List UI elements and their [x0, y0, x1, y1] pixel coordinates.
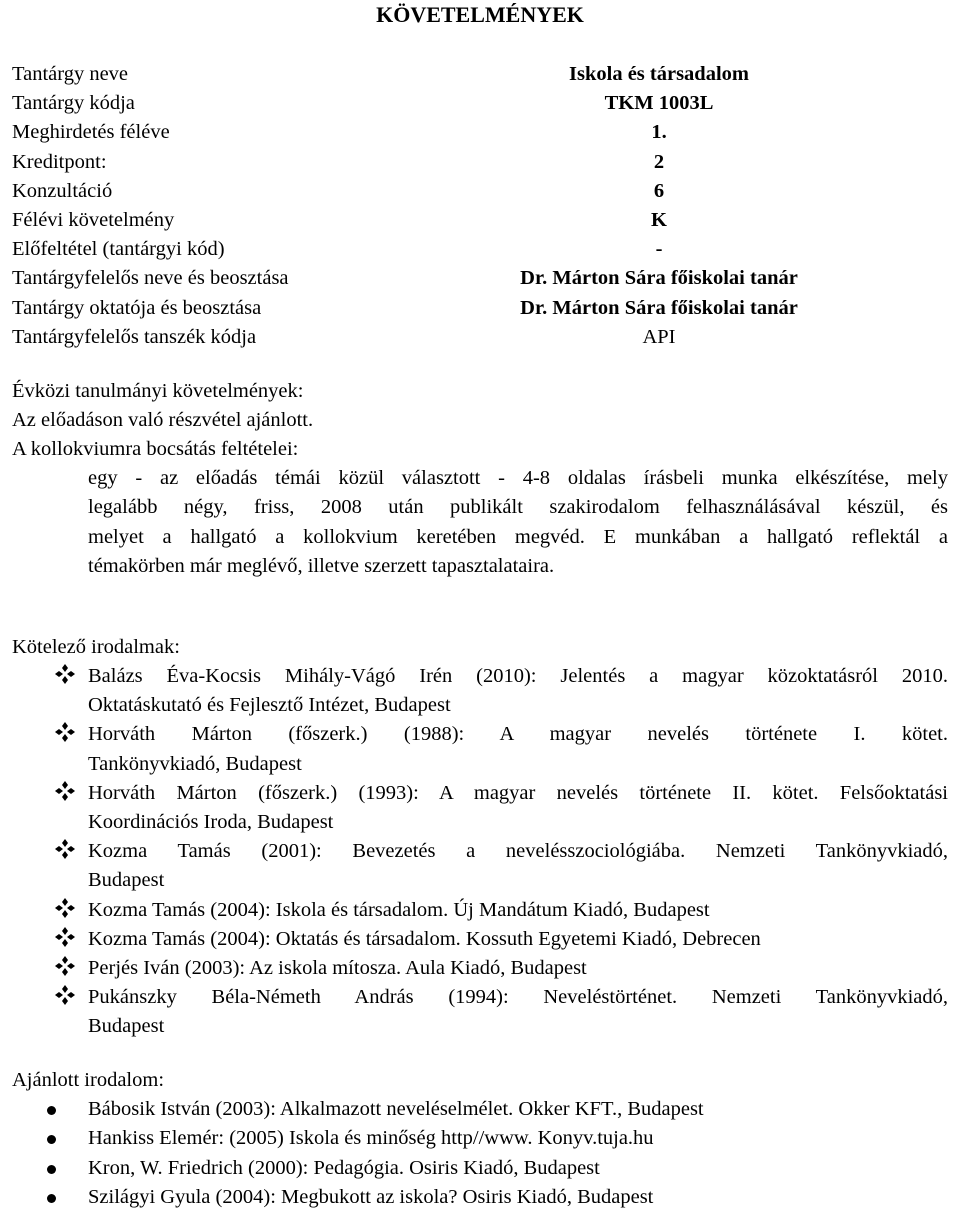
recommended-literature-item [58, 1154, 948, 1183]
requirements-heading: Évközi tanulmányi követelmények: [12, 380, 304, 402]
mandatory-literature-line: Koordinációs Iroda, Budapest [88, 811, 334, 834]
mandatory-literature-line: Budapest [88, 1015, 165, 1038]
course-info-row [12, 264, 952, 293]
mandatory-literature-line: Tankönyvkiadó, Budapest [88, 752, 302, 775]
recommended-literature-item [58, 1124, 948, 1153]
course-info-table [12, 60, 952, 352]
mandatory-literature-line: Balázs Éva-Kocsis Mihály-Vágó Irén (2010): Jelentés a magyar közoktatásról 2010. [88, 665, 948, 687]
diamond-bullet-icon [54, 984, 78, 1010]
mandatory-literature-item [58, 983, 948, 1041]
diamond-bullet-icon [54, 926, 78, 952]
recommended-literature-list [58, 1095, 948, 1212]
bullet-icon [47, 1194, 56, 1203]
mandatory-literature-line: Budapest [88, 869, 165, 892]
mandatory-literature-item [58, 837, 948, 895]
recommended-literature-text: Szilágyi Gyula (2004): Megbukott az iskola? Osiris Kiadó, Budapest [88, 1185, 654, 1208]
course-info-value: TKM 1003L [604, 92, 714, 115]
page-title: KÖVETELMÉNYEK [376, 2, 584, 27]
mandatory-literature-item [58, 720, 948, 778]
course-info-row [12, 323, 952, 352]
course-info-label: Előfeltétel (tantárgyi kód) [12, 238, 225, 261]
course-info-label: Tantárgyfelelős tanszék kódja [12, 325, 257, 348]
mandatory-literature-line: Perjés Iván (2003): Az iskola mítosza. Aula Kiadó, Budapest [88, 957, 587, 980]
course-info-value: API [642, 325, 676, 348]
mandatory-literature-item [58, 779, 948, 837]
mandatory-literature-item [58, 925, 948, 954]
recommended-literature-text: Kron, W. Friedrich (2000): Pedagógia. Osiris Kiadó, Budapest [88, 1156, 600, 1179]
course-info-value: 6 [653, 179, 665, 202]
diamond-bullet-icon [54, 780, 78, 806]
course-info-label: Tantárgy oktatója és beosztása [12, 296, 262, 319]
mandatory-literature-item [58, 954, 948, 983]
mandatory-literature-line: Horváth Márton (főszerk.) (1993): A magyar nevelés története II. kötet. Felsőoktatási [88, 781, 948, 804]
mandatory-literature-line: Horváth Márton (főszerk.) (1988): A magyar nevelés története I. kötet. [88, 723, 948, 746]
course-info-value: Dr. Márton Sára főiskolai tanár [520, 296, 798, 319]
recommended-literature-text: Bábosik István (2003): Alkalmazott neveléselmélet. Okker KFT., Budapest [88, 1098, 704, 1120]
diamond-bullet-icon [54, 663, 78, 689]
course-info-label: Konzultáció [12, 179, 113, 202]
mandatory-literature-line: Kozma Tamás (2004): Iskola és társadalom. Új Mandátum Kiadó, Budapest [88, 898, 710, 921]
mandatory-literature-list [58, 662, 948, 1042]
course-info-row [12, 294, 952, 323]
course-info-row [12, 60, 952, 89]
mandatory-literature-line: Pukánszky Béla-Németh András (1994): Neveléstörténet. Nemzeti Tankönyvkiadó, [88, 986, 948, 1009]
exam-conditions-heading: A kollokviumra bocsátás feltételei: [12, 438, 299, 460]
mandatory-literature-line: Oktatáskutató és Fejlesztő Intézet, Budapest [88, 694, 451, 717]
course-info-label: Meghirdetés féléve [12, 121, 170, 144]
exam-conditions-text [88, 464, 948, 581]
mandatory-literature-line: Kozma Tamás (2004): Oktatás és társadalom. Kossuth Egyetemi Kiadó, Debrecen [88, 927, 761, 950]
course-info-row [12, 148, 952, 177]
course-info-label: Tantárgyfelelős neve és beosztása [12, 267, 289, 290]
course-info-label: Tantárgy neve [12, 63, 129, 85]
mandatory-literature-line: Kozma Tamás (2001): Bevezetés a nevelésszociológiába. Nemzeti Tankönyvkiadó, [88, 840, 948, 863]
recommended-literature-text: Hankiss Elemér: (2005) Iskola és minőség http//www. Konyv.tuja.hu [88, 1127, 654, 1150]
course-info-value: Iskola és társadalom [569, 63, 749, 85]
diamond-bullet-icon [54, 721, 78, 747]
course-info-label: Tantárgy kódja [12, 92, 135, 115]
course-info-row [12, 177, 952, 206]
recommended-literature-item [58, 1095, 948, 1124]
mandatory-literature-item [58, 896, 948, 925]
exam-conditions-line: melyet a hallgató a kollokvium keretében megvéd. E munkában a hallgató reflektál a [88, 525, 948, 548]
course-info-value: 2 [653, 150, 665, 173]
recommended-literature-heading: Ajánlott irodalom: [12, 1069, 165, 1091]
bullet-icon [47, 1165, 56, 1174]
mandatory-literature-item [58, 662, 948, 720]
bullet-icon [47, 1135, 56, 1144]
course-info-value: K [651, 208, 667, 231]
exam-conditions-line: témakörben már meglévő, illetve szerzett tapasztalataira. [88, 554, 555, 577]
course-info-row [12, 206, 952, 235]
course-info-label: Kreditpont: [12, 150, 107, 173]
course-info-value: - [655, 238, 663, 261]
course-info-row [12, 235, 952, 264]
course-info-label: Félévi követelmény [12, 208, 175, 231]
course-info-row [12, 89, 952, 118]
course-info-value: Dr. Márton Sára főiskolai tanár [520, 267, 798, 290]
course-info-row [12, 118, 952, 147]
course-info-value: 1. [651, 121, 667, 144]
exam-conditions-line: egy - az előadás témái közül választott - 4-8 oldalas írásbeli munka elkészítése, mely [88, 467, 948, 489]
attendance-note: Az előadáson való részvétel ajánlott. [12, 409, 314, 431]
mandatory-literature-heading: Kötelező irodalmak: [12, 636, 180, 658]
bullet-icon [47, 1106, 56, 1115]
exam-conditions-line: legalább négy, friss, 2008 után publikált szakirodalom felhasználásával készül, és [88, 496, 948, 519]
diamond-bullet-icon [54, 897, 78, 923]
recommended-literature-item [58, 1183, 948, 1212]
diamond-bullet-icon [54, 838, 78, 864]
diamond-bullet-icon [54, 955, 78, 981]
